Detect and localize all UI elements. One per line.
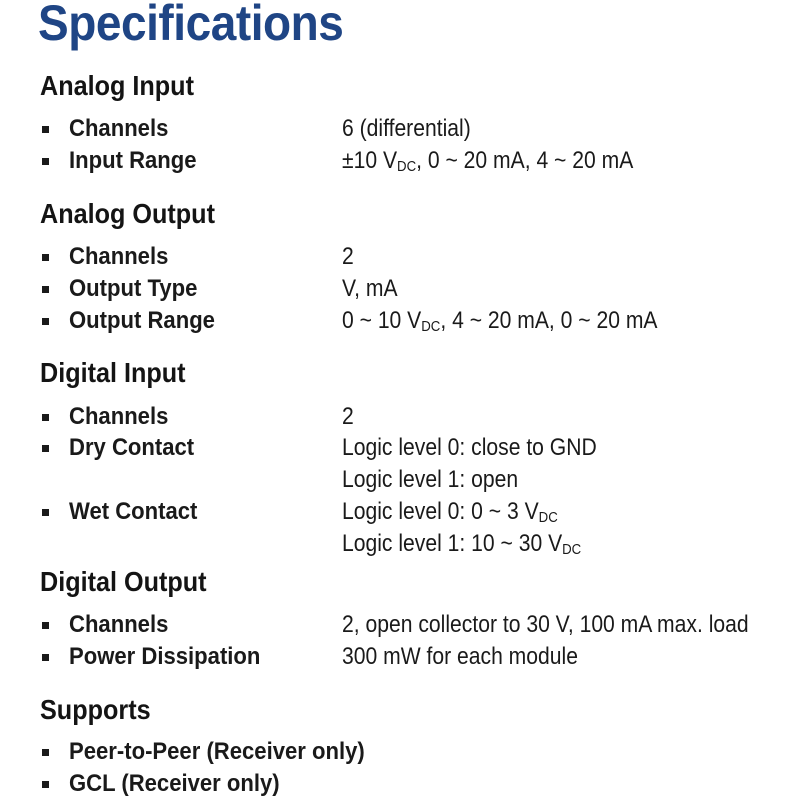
spec-label: Peer-to-Peer (Receiver only): [69, 738, 365, 765]
spec-value: 0 ~ 10 $V_{DC}$, 4 ~ 20 mA, 0 ~ 20 mA: [342, 307, 658, 335]
spec-value: V, mA: [342, 275, 398, 302]
spec-label: Dry Contact: [69, 434, 195, 461]
spec-label: Input Range: [69, 147, 197, 174]
spec-row-di-channels: [40, 402, 780, 432]
section-digital-input: Digital Input: [40, 357, 186, 388]
bullet-icon: [42, 622, 49, 629]
spec-row-do-power-dissipation: [40, 642, 780, 672]
spec-row-di-wet-contact-cont: [40, 529, 780, 559]
spec-value: Logic level 1: open: [342, 466, 519, 493]
bullet-icon: [42, 286, 49, 293]
spec-value: 2: [342, 403, 354, 430]
spec-row-di-dry-contact: [40, 433, 780, 463]
section-analog-output: Analog Output: [40, 198, 215, 229]
spec-row-di-wet-contact: [40, 497, 780, 527]
spec-label: Output Type: [69, 275, 198, 302]
spec-row-ao-output-range: [40, 306, 780, 336]
bullet-icon: [42, 414, 49, 421]
support-item: [40, 737, 780, 767]
spec-row-ai-input-range: [40, 146, 780, 176]
spec-row-ao-channels: [40, 242, 780, 272]
bullet-icon: [42, 158, 49, 165]
spec-label: Channels: [69, 611, 169, 638]
support-item: [40, 769, 780, 799]
spec-value: 2, open collector to 30 V, 100 mA max. load: [342, 611, 749, 638]
spec-value: Logic level 0: close to GND: [342, 434, 597, 461]
section-digital-output: Digital Output: [40, 566, 207, 597]
spec-row-do-channels: [40, 610, 780, 640]
spec-label: Channels: [69, 403, 169, 430]
spec-label: Channels: [69, 115, 169, 142]
bullet-icon: [42, 445, 49, 452]
bullet-icon: [42, 126, 49, 133]
spec-value: Logic level 0: 0 ~ 3 $V_{DC}$: [342, 498, 558, 526]
spec-value: 6 (differential): [342, 115, 471, 142]
bullet-icon: [42, 654, 49, 661]
spec-value: 300 mW for each module: [342, 643, 578, 670]
section-analog-input: Analog Input: [40, 70, 194, 101]
bullet-icon: [42, 318, 49, 325]
page-title: Specifications: [38, 0, 344, 51]
bullet-icon: [42, 509, 49, 516]
spec-row-ao-output-type: [40, 274, 780, 304]
spec-value: 2: [342, 243, 354, 270]
spec-label: Power Dissipation: [69, 643, 261, 670]
spec-row-ai-channels: [40, 114, 780, 144]
spec-value: ±10 $V_{DC}$, 0 ~ 20 mA, 4 ~ 20 mA: [342, 147, 634, 175]
spec-label: Channels: [69, 243, 169, 270]
spec-value: Logic level 1: 10 ~ 30 $V_{DC}$: [342, 530, 582, 558]
bullet-icon: [42, 781, 49, 788]
bullet-icon: [42, 749, 49, 756]
section-supports: Supports: [40, 694, 151, 725]
bullet-icon: [42, 254, 49, 261]
spec-label: GCL (Receiver only): [69, 770, 280, 797]
spec-row-di-dry-contact-cont: [40, 465, 780, 495]
spec-label: Wet Contact: [69, 498, 198, 525]
spec-label: Output Range: [69, 307, 215, 334]
